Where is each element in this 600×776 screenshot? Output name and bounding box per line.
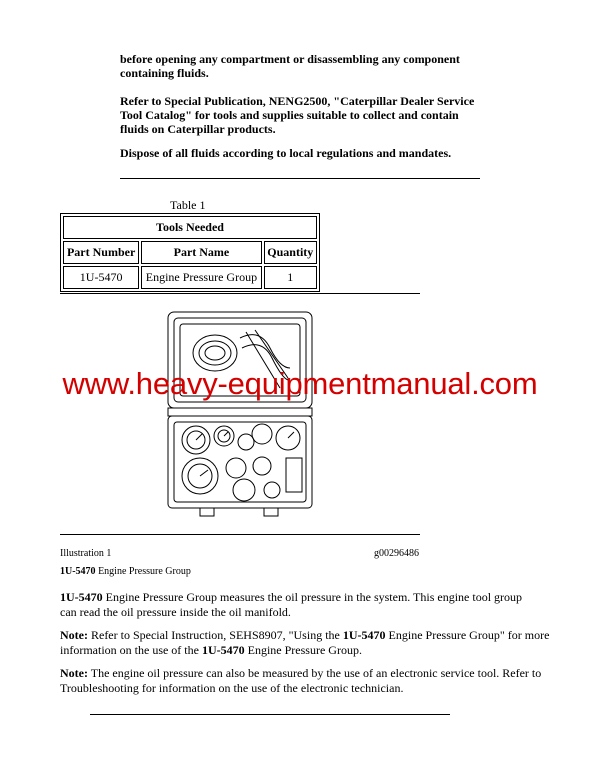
note2-text-a: The engine oil pressure can also be measured by the use of an electronic service tool. Refer to <box>87 666 542 680</box>
section-divider <box>120 178 480 179</box>
dispose-paragraph: Dispose of all fluids according to local regulations and mandates. <box>120 146 452 160</box>
illustration-divider <box>60 534 420 535</box>
note1-part-number: 1U-5470 <box>342 628 386 642</box>
note-paragraph-1 <box>60 628 549 658</box>
refer-line-3: fluids on Caterpillar products. <box>120 122 276 136</box>
refer-line-1: Refer to Special Publication, NENG2500, "Caterpillar Dealer Service <box>120 94 475 108</box>
refer-line-2: Tool Catalog" for tools and supplies suitable to collect and contain <box>120 108 459 122</box>
engine-pressure-group-illustration <box>160 308 320 528</box>
note1-text-c: information on the use of the <box>60 643 202 657</box>
note-paragraph-2 <box>60 666 541 696</box>
note-label: Note: <box>60 628 88 642</box>
caption-part-number: 1U-5470 <box>60 566 96 577</box>
illustration-label: Illustration 1 <box>60 548 112 559</box>
column-header-part-name: Part Name <box>141 241 261 264</box>
table-row <box>63 266 317 289</box>
warning-line-1: before opening any compartment or disassembling any component <box>120 52 460 66</box>
note-label: Note: <box>60 666 88 680</box>
column-header-part-number: Part Number <box>63 241 139 264</box>
table-divider <box>60 293 420 294</box>
illustration-code: g00296486 <box>374 548 419 559</box>
description-paragraph <box>60 590 522 620</box>
cell-quantity: 1 <box>264 266 317 289</box>
illustration-caption <box>60 566 191 577</box>
description-line-1: Engine Pressure Group measures the oil pressure in the system. This engine tool group <box>102 590 523 604</box>
tools-needed-table <box>60 213 320 292</box>
note1-part-number-2: 1U-5470 <box>201 643 245 657</box>
warning-continuation <box>120 52 460 80</box>
column-header-quantity: Quantity <box>264 241 317 264</box>
note1-text-d: Engine Pressure Group. <box>244 643 362 657</box>
warning-line-2: containing fluids. <box>120 66 209 80</box>
table-caption: Table 1 <box>170 198 206 212</box>
caption-text: Engine Pressure Group <box>95 566 191 577</box>
part-number-ref: 1U-5470 <box>60 590 103 604</box>
description-line-2: can read the oil pressure inside the oil manifold. <box>60 605 291 619</box>
watermark-url: www.heavy-equipmentmanual.com <box>62 366 538 401</box>
cell-part-number: 1U-5470 <box>63 266 139 289</box>
cell-part-name: Engine Pressure Group <box>141 266 261 289</box>
note1-text-b: Engine Pressure Group" for more <box>385 628 550 642</box>
table-title: Tools Needed <box>63 216 317 239</box>
note1-text-a: Refer to Special Instruction, SEHS8907, "Using the <box>87 628 343 642</box>
bottom-divider <box>90 714 450 715</box>
note2-text-b: Troubleshooting for information on the use of the electronic technician. <box>60 681 404 695</box>
refer-paragraph <box>120 94 474 136</box>
